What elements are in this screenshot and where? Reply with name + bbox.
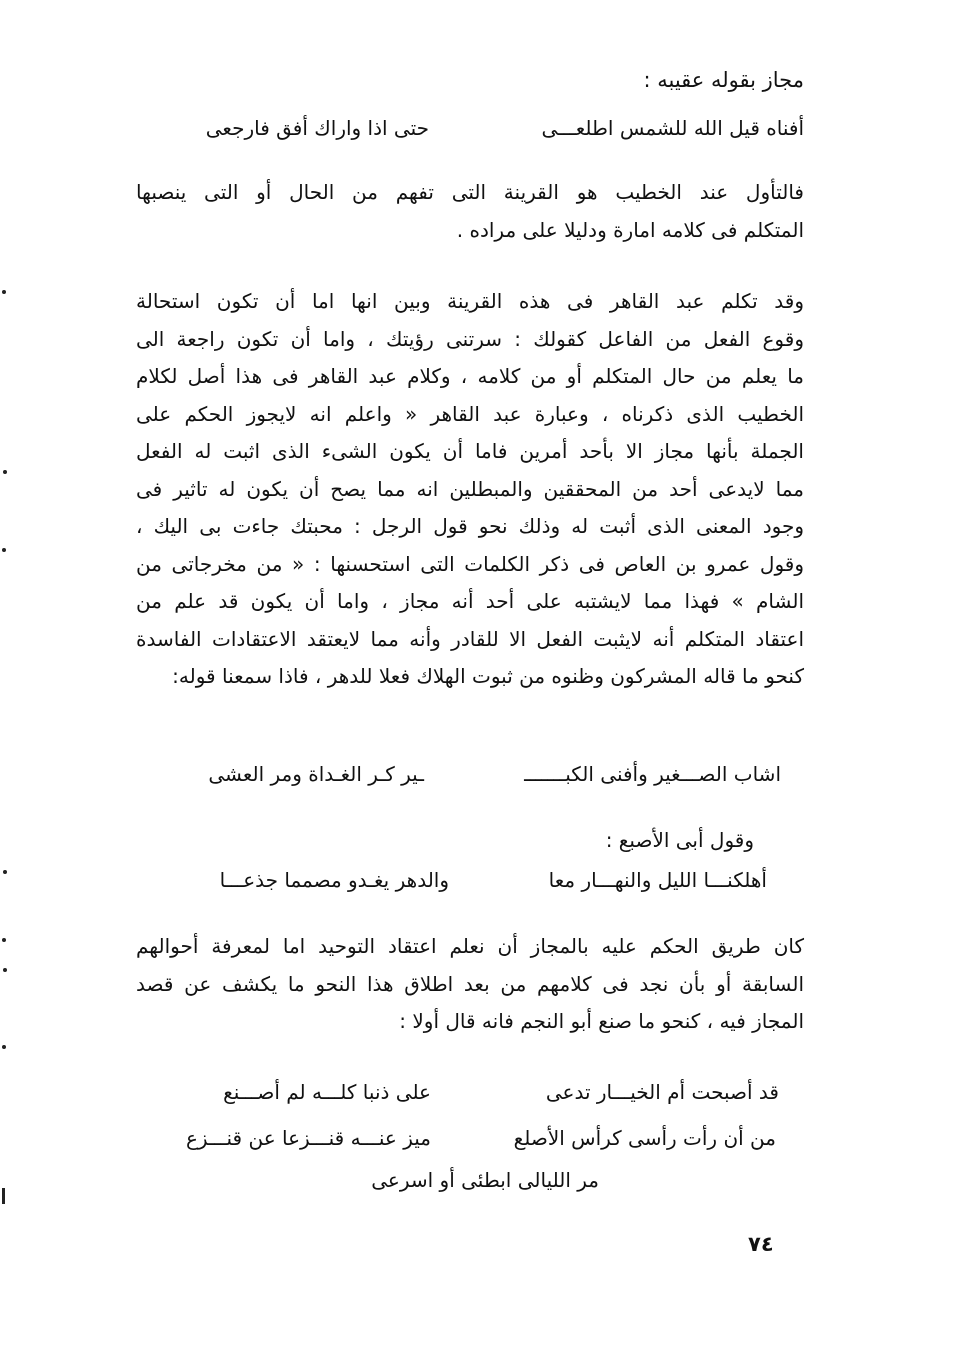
verse-1-first-hemistich: أفناه قيل الله للشمس اطلعـــى [541,116,804,140]
poem-last-line: مر الليالى ابطئى أو اسرعى [371,1168,599,1192]
poem-first-hemistich: قد أصبحت أم الخيـــار تدعى [545,1080,779,1104]
scan-speck [2,938,6,942]
verse-3-first-hemistich: أهلكنـــا الليل والنهـــار معا [548,868,767,892]
scan-speck [2,548,6,552]
paragraph-2-line: اعتقاد المتكلم أنه لايثبت الفعل الا للقادر وأنه مما لايعتقد الاعتقادات الفاسدة [136,626,804,651]
scan-speck [2,1045,6,1049]
verse-2-second-hemistich: ـير كـر الغـداة ومر العشى [208,762,424,786]
scan-speck [2,290,6,294]
paragraph-2-line: وجود المعنى الذى أثبت له وذلك نحو قول الرجل : محبتك جاءت بى اليك ، [136,514,804,538]
paragraph-2-line: وقد تكلم عبد القاهر فى هذه القرينة وبين انها اما أن تكون استحالة [136,289,804,313]
paragraph-2-line: الشام » فهذا مما لايشتبه على أحد أنه مجاز ، واما أن يكون قد علم من [136,589,804,613]
verse-2 [0,760,959,790]
poem-second-hemistich: على ذنبا كلـــه لم أصـــنع [223,1080,431,1104]
verse-3-second-hemistich: والدهر يغـدو مصمما جذعـــا [219,868,449,892]
poem-second-hemistich: ميز عنـــه قنـــزعا عن قنـــزع [185,1126,431,1150]
paragraph-2-line: وقوع الفعل من الفاعل كقولك : سرتنى رؤيتك ، واما أن تكون راجعة الى [136,326,804,351]
verse-1-second-hemistich: حتى اذا واراك أفق فارجعى [205,116,429,140]
scan-speck [3,870,7,874]
verse-1 [0,114,959,144]
heading-line: مجاز بقوله عقيبه : [643,68,804,92]
paragraph-3-line: السابقة أو بأن نجد فى كلامهم من بعد اطلاق هذا النحو ما يكشف عن قصد [136,971,804,996]
scan-mark [2,1188,5,1204]
paragraph-2-line: مما لايدعى أحد من المحققين والمبطلين انه مما يصح أن يكون له تاثير فى [136,476,804,501]
verse-2-first-hemistich: اشاب الصـــغير وأفنى الكبـــــــ [524,762,781,786]
poem-verse [0,1078,959,1108]
verse-3-intro: وقول أبى الأصبع : [605,828,754,852]
page-number: ٧٤ [748,1232,774,1256]
paragraph-2-line: وقول عمرو بن العاص فى ذكر الكلمات التى استحسنها : « من مخرجاتى من [136,551,804,576]
poem-first-hemistich: من أن رأت رأسى كرأس الأصلع [513,1126,776,1150]
paragraph-1-line: فالتأول عند الخطيب هو القرينة التى تفهم من الحال أو التى ينصبها [136,180,804,204]
paragraph-2 [136,283,804,696]
paragraph-2-line: الخطيب الذى ذكرناه ، وعبارة عبد القاهر « واعلم انه لايجوز الحكم على [136,401,804,426]
paragraph-1 [136,174,804,249]
scan-speck [3,968,7,972]
verse-3 [0,866,959,896]
paragraph-2-line: ما يعلم من حال المتكلم أو من كلامه ، وكلام عبد القاهر فى هذا أصل لكلام [136,364,804,388]
paragraph-2-line: الجملة بأنها مجاز الا بأحد أمرين فاما أن يكون الشىء الذى اثبت له الفعل [136,439,804,463]
paragraph-2-line: كنحو ما قاله المشركون وظنوه من ثبوت الهلاك فعلا للدهر ، فاذا سمعنا قوله: [172,664,804,688]
paragraph-3-line: كان طريق الحكم عليه بالمجاز أن نعلم اعتقاد التوحيد اما لمعرفة أحوالهم [136,934,804,958]
paragraph-3-line: المجاز فيه ، كنحو ما صنع أبو النجم فانه قال أولا : [399,1009,804,1033]
scan-speck [3,470,7,474]
poem-verse [0,1124,959,1154]
paragraph-3 [136,928,804,1041]
paragraph-1-line: المتكلم فى كلامه امارة ودليلا على مراده . [456,217,804,242]
